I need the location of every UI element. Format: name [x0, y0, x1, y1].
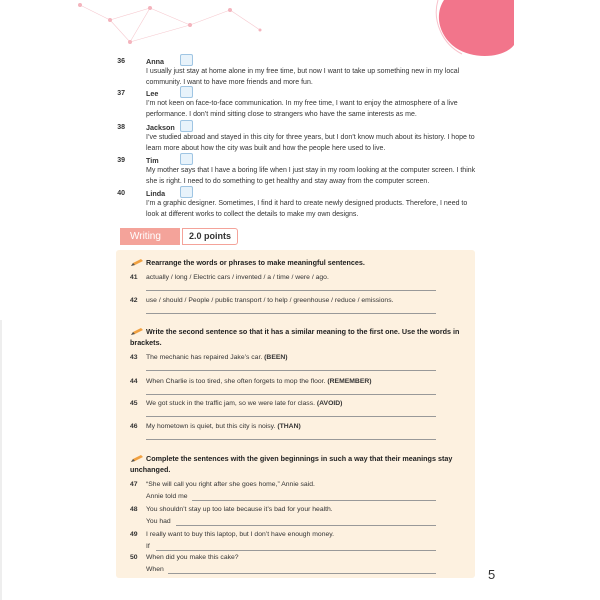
question-text: When did you make this cake?: [146, 554, 239, 561]
item-number: 38: [117, 124, 125, 131]
answer-line[interactable]: [156, 550, 436, 551]
person-text: My mother says that I have a boring life when I just stay in my room looking at the computer screen. I think she is right. I need to do something to get healthy and stay away from the computer screen.: [146, 167, 476, 185]
keyword: (BEEN): [264, 354, 288, 361]
network-decoration: [70, 0, 270, 50]
answer-line[interactable]: [168, 573, 436, 574]
question-44: [130, 377, 460, 399]
page-number: 5: [488, 567, 496, 582]
pencil-icon: [130, 259, 144, 267]
question-number: 45: [130, 400, 138, 407]
person-name: Anna: [146, 57, 164, 66]
instruction-text: Write the second sentence so that it has a similar meaning to the first one. Use the words in brackets.: [130, 327, 460, 347]
answer-line[interactable]: [146, 394, 436, 395]
pencil-icon: [130, 328, 144, 336]
question-41: [130, 273, 460, 295]
question-number: 50: [130, 554, 138, 561]
question-number: 41: [130, 274, 138, 281]
instruction-text: Complete the sentences with the given beginnings in such a way that their meanings stay unchanged.: [130, 454, 453, 474]
answer-line[interactable]: [176, 525, 436, 526]
answer-box[interactable]: [180, 153, 193, 165]
answer-line[interactable]: [146, 313, 436, 314]
question-text: “She will call you right after she goes home,” Annie said.: [146, 481, 315, 488]
answer-line[interactable]: [146, 290, 436, 291]
person-text: I’m a graphic designer. Sometimes, I find it hard to create newly designed products. Therefore, I need to look at different works to collect the details to make my own designs.: [146, 200, 468, 218]
question-50: [130, 553, 460, 577]
answer-line[interactable]: [146, 439, 436, 440]
question-text: actually / long / Electric cars / invented / a / time / were / ago.: [146, 274, 329, 281]
answer-box[interactable]: [180, 186, 193, 198]
question-46: [130, 422, 460, 444]
person-text: I’ve studied abroad and stayed in this city for three years, but I don’t know much about its history. I hope to learn more about how the city was built and how the people here used to live.: [146, 134, 475, 152]
instruction-text: Rearrange the words or phrases to make meaningful sentences.: [146, 258, 365, 267]
question-number: 42: [130, 297, 138, 304]
reading-item: [117, 88, 482, 124]
answer-box[interactable]: [180, 86, 193, 98]
sentence-starter: If: [146, 543, 150, 550]
instruction-1: [130, 257, 460, 268]
question-45: [130, 399, 460, 421]
person-name: Jackson: [146, 123, 175, 132]
question-number: 49: [130, 531, 138, 538]
item-number: 39: [117, 157, 125, 164]
question-49: [130, 530, 460, 554]
person-text: I’m not keen on face-to-face communication. In my free time, I want to enjoy the atmosphere of a live performance. I don’t mind sitting close to strangers who have the same interests as me.: [146, 100, 458, 118]
question-number: 44: [130, 378, 138, 385]
sentence-starter: When: [146, 566, 164, 573]
points-badge: 2.0 points: [182, 228, 238, 245]
person-text: I usually just stay at home alone in my free time, but now I want to take up something new in my local community. I want to have more friends and more fun.: [146, 68, 460, 86]
reading-item: [117, 188, 482, 224]
question-text: use / should / People / public transport / to help / greenhouse / reduce / emissions.: [146, 297, 394, 304]
pink-blob-decoration: [434, 0, 514, 60]
question-number: 43: [130, 354, 138, 361]
keyword: (THAN): [277, 423, 301, 430]
sentence-starter: You had: [146, 518, 171, 525]
instruction-3: [130, 453, 460, 475]
question-47: [130, 480, 460, 504]
sentence-starter: Annie told me: [146, 493, 188, 500]
item-number: 36: [117, 58, 125, 65]
question-number: 48: [130, 506, 138, 513]
question-42: [130, 296, 460, 318]
question-text: I really want to buy this laptop, but I don’t have enough money.: [146, 531, 335, 538]
writing-title: Writing: [120, 228, 180, 245]
question-43: [130, 353, 460, 375]
question-text: My hometown is quiet, but this city is noisy.: [146, 423, 276, 430]
question-number: 46: [130, 423, 138, 430]
keyword: (AVOID): [316, 400, 343, 407]
keyword: (REMEMBER): [327, 378, 372, 385]
instruction-2: [130, 326, 460, 348]
writing-header: [120, 228, 238, 245]
person-name: Tim: [146, 156, 159, 165]
answer-line[interactable]: [146, 416, 436, 417]
pencil-icon: [130, 455, 144, 463]
person-name: Lee: [146, 89, 159, 98]
question-number: 47: [130, 481, 138, 488]
person-name: Linda: [146, 189, 166, 198]
item-number: 37: [117, 90, 125, 97]
item-number: 40: [117, 190, 125, 197]
question-text: We got stuck in the traffic jam, so we were late for class.: [146, 400, 315, 407]
question-text: You shouldn’t stay up too late because it’s bad for your health.: [146, 506, 333, 513]
margin-line: [0, 320, 2, 600]
answer-box[interactable]: [180, 120, 193, 132]
question-text: When Charlie is too tired, she often forgets to mop the floor.: [146, 378, 326, 385]
question-text: The mechanic has repaired Jake’s car.: [146, 354, 263, 361]
answer-line[interactable]: [192, 500, 436, 501]
answer-line[interactable]: [146, 370, 436, 371]
answer-box[interactable]: [180, 54, 193, 66]
question-48: [130, 505, 460, 529]
